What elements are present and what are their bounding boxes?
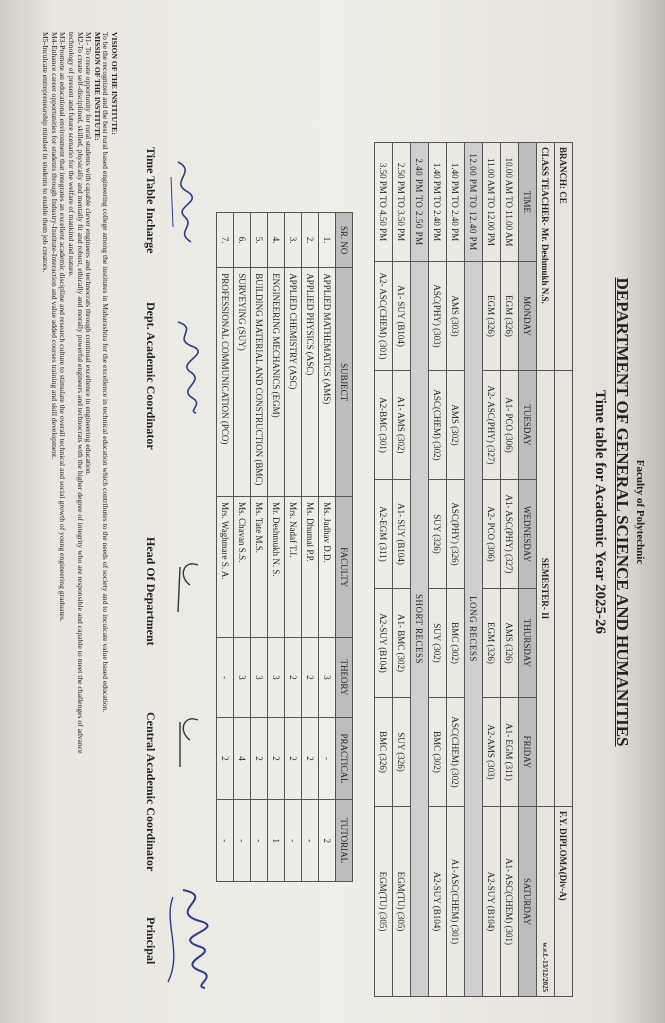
col-srno: SR. NO xyxy=(338,225,349,254)
slot-cell: A2-BMC (301) xyxy=(374,370,392,479)
subject-row xyxy=(284,212,301,881)
subject-name: APPLIED MATHEMATICS (AMS) xyxy=(318,267,335,496)
slot-cell: EGM (326) xyxy=(500,261,518,370)
sr-no: 3. xyxy=(284,212,301,267)
practical-count: 2 xyxy=(216,717,233,800)
subject-row xyxy=(318,212,335,881)
sr-no: 5. xyxy=(250,212,267,267)
theory-count: 3 xyxy=(250,637,267,716)
slot-cell: ASC(PHY) (326) xyxy=(446,479,464,588)
col-subject: SUBJECT xyxy=(338,362,349,401)
col-tutorial: TUTORIAL xyxy=(338,817,349,863)
subject-row xyxy=(267,212,284,881)
slot-cell: A2- ASC(CHEM) (301) xyxy=(374,261,392,370)
col-time: TIME xyxy=(522,190,532,213)
academic-coordinator-label: Dept. Academic Coordinator xyxy=(143,301,158,450)
col-thursday: THURSDAY xyxy=(522,618,532,667)
tutorial-count: 2 xyxy=(318,799,335,881)
slot-cell: A1- SUY (B104) xyxy=(392,261,410,370)
timetable-row xyxy=(392,142,410,996)
sr-no: 1. xyxy=(318,212,335,267)
slot-time: 2.50 PM TO 3.50 PM xyxy=(392,142,410,261)
col-faculty: FACULTY xyxy=(338,546,349,587)
faculty-name: Ms. Chavan S.S. xyxy=(233,496,250,637)
subject-name: BUILDING MATERIAL AND CONSTRUCTION (BMC) xyxy=(250,267,267,496)
slot-time: 12.00 PM TO 12.40 PM xyxy=(464,142,482,261)
timetable-header-row xyxy=(518,142,536,996)
sr-no: 4. xyxy=(267,212,284,267)
col-practical: PRACTICAL xyxy=(338,733,349,784)
subject-row xyxy=(301,212,318,881)
theory-count: 2 xyxy=(301,637,318,716)
time-table-incharge-label: Time Table Incharge xyxy=(143,146,158,253)
slot-time: 3.50 PM TO 4.50 PM xyxy=(374,142,392,261)
effective-date: w.e.f.-13/12/2025 xyxy=(536,806,554,996)
signature-scribble-hod xyxy=(168,557,208,617)
slot-cell: EGM (326) xyxy=(482,588,500,697)
tutorial-count: - xyxy=(284,799,301,881)
slot-cell: A2-AMS (303) xyxy=(482,697,500,806)
theory-count: - xyxy=(216,637,233,716)
signature-scribble-time-table xyxy=(163,157,203,247)
vision-text: To be the recognized and the best rural based engineering college among the institutes in Maharashtra for the excellence in technical education which contributes to the needs of society and to inculcate value based education. xyxy=(100,31,110,712)
subject-name: APPLIED PHYSICS (ASC) xyxy=(301,267,318,496)
slot-cell: A1- ASC(CHEM) (301) xyxy=(500,806,518,996)
short-recess-label: SHORT RECESS xyxy=(410,261,428,996)
subject-row xyxy=(250,212,267,881)
faculty-name: Ms. Tate M.S. xyxy=(250,496,267,637)
col-tuesday: TUESDAY xyxy=(522,403,532,446)
theory-count: 3 xyxy=(318,637,335,716)
timetable-row xyxy=(482,142,500,996)
col-wednesday: WEDNESDAY xyxy=(522,505,532,562)
timetable-row xyxy=(500,142,518,996)
short-recess-row xyxy=(410,142,428,996)
vision-mission-block xyxy=(40,32,117,1002)
mission-item: M2-To create self-disciplined, skilled, physically and mentally fit and robust, ethically and morally powerful engineers and technocrats with the higher degree of integrity who are responsible and capable to meet the challenges of advance xyxy=(75,31,85,753)
subject-name: APPLIED CHEMISTRY (ASC) xyxy=(284,267,301,496)
slot-cell: BMC (302) xyxy=(428,697,446,806)
slot-cell: A1- PCO (306) xyxy=(500,370,518,479)
sr-no: 2. xyxy=(301,212,318,267)
slot-cell: A1-ASC(CHEM) (301) xyxy=(446,806,464,996)
tutorial-count: 1 xyxy=(267,799,284,881)
slot-cell: A2- ASC(PHY) (327) xyxy=(482,370,500,479)
slot-cell: SUY (326) xyxy=(392,697,410,806)
department-title: DEPARTMENT OF GENERAL SCIENCE AND HUMANITIES xyxy=(612,276,632,747)
long-recess-label: LONG RECESS xyxy=(464,261,482,996)
faculty-name: Mr. Deshmukh N. S. xyxy=(267,496,284,637)
slot-cell: A2-SUY (B104) xyxy=(482,806,500,996)
practical-count: 2 xyxy=(284,717,301,800)
slot-cell: ASC(CHEM) (302) xyxy=(446,697,464,806)
slot-cell: EGM(TU) (305) xyxy=(392,806,410,996)
slot-cell: ASC(PHY) (303) xyxy=(428,261,446,370)
mission-item: M5-Inculcate entrepreneurship mindset in students to enable them job creators. xyxy=(40,31,50,272)
slot-cell: ASC(CHEM) (302) xyxy=(428,370,446,479)
slot-time: 10.00 AM TO 11.00 AM xyxy=(500,142,518,261)
slot-cell: A2-SUY (B104) xyxy=(374,588,392,697)
timetable-row xyxy=(374,142,392,996)
mission-item: M4-Enhance career opportunities for students through Industry-Institute-Interaction and value added courses training and skill development. xyxy=(49,31,59,459)
slot-cell: A2-EGM (311) xyxy=(374,479,392,588)
slot-cell: EGM(TU) (305) xyxy=(374,806,392,996)
faculty-name: Ms. Dhumal P.P. xyxy=(301,496,318,637)
faculty-title: Faculty of Polytechnic xyxy=(633,459,646,564)
practical-count: 4 xyxy=(233,717,250,800)
practical-count: 2 xyxy=(301,717,318,800)
slot-time: 1.40 PM TO 2.40 PM xyxy=(446,142,464,261)
sr-no: 7. xyxy=(216,212,233,267)
theory-count: 3 xyxy=(233,637,250,716)
faculty-name: Mrs. Nadaf T.I. xyxy=(284,496,301,637)
tutorial-count: - xyxy=(216,799,233,881)
slot-cell: A1- ASC(PHY) (327) xyxy=(500,479,518,588)
theory-count: 3 xyxy=(267,637,284,716)
faculty-name: Ms. Jadhav D.D. xyxy=(318,496,335,637)
timetable-sheet xyxy=(18,12,648,1012)
signature-scribble-central xyxy=(168,712,208,772)
subject-table xyxy=(216,212,353,882)
practical-count: 2 xyxy=(250,717,267,800)
semester-label: SEMESTER- II xyxy=(536,370,554,806)
vision-heading: VISION OF THE INSTITUTE: xyxy=(109,31,119,135)
col-friday: FRIDAY xyxy=(522,735,532,768)
central-academic-coordinator-label: Central Academic Coordinator xyxy=(143,711,158,871)
timetable-row xyxy=(446,142,464,996)
slot-cell: A2- PCO (306) xyxy=(482,479,500,588)
principal-label: Principal xyxy=(143,916,158,964)
subject-name: ENGINEERING MECHANICS (EGM) xyxy=(267,267,284,496)
timetable-row xyxy=(428,142,446,996)
branch-label: BRANCH: CE xyxy=(554,142,572,370)
practical-count: - xyxy=(318,717,335,800)
tutorial-count: - xyxy=(301,799,318,881)
mission-heading: MISSION OF THE INSTITUTE: xyxy=(92,31,102,141)
slot-cell: A1- EGM (311) xyxy=(500,697,518,806)
subject-row xyxy=(216,212,233,881)
col-saturday: SATURDAY xyxy=(522,877,532,925)
slot-time: 2.40 PM TO 2.50 PM xyxy=(410,142,428,261)
col-monday: MONDAY xyxy=(522,295,532,336)
slot-time: 1.40 PM TO 2.40 PM xyxy=(428,142,446,261)
subject-row xyxy=(233,212,250,881)
col-theory: THEORY xyxy=(338,659,349,696)
slot-cell: A1- BMC (302) xyxy=(392,588,410,697)
slot-cell: AMS (302) xyxy=(446,370,464,479)
slot-cell: EGM (326) xyxy=(482,261,500,370)
tutorial-count: - xyxy=(233,799,250,881)
slot-cell: AMS (326) xyxy=(500,588,518,697)
slot-cell: A2-SUY (B104) xyxy=(428,806,446,996)
slot-cell: SUY (302) xyxy=(428,588,446,697)
timetable-table xyxy=(374,142,573,997)
sr-no: 6. xyxy=(233,212,250,267)
timetable-title: Time table for Academic Year 2025-26 xyxy=(591,389,608,634)
signature-scribble-principal xyxy=(153,882,223,992)
head-of-department-label: Head Of Department xyxy=(143,536,158,646)
slot-cell: A1- SUY (B104) xyxy=(392,479,410,588)
mission-item: M1- To create opportunity for rural students with capable clever engineers and technocrats through continual excellence in engineering education. xyxy=(83,31,93,476)
slot-cell: A1- AMS (302) xyxy=(392,370,410,479)
mission-item: technology of present and future scenario for the welfare of mankind and nature. xyxy=(66,31,76,277)
mission-item: M3-Promote an educational environment that integrates an excellent academic discipline and research culture to stimulate the overall technical and social growth of young engineering graduates. xyxy=(57,31,67,622)
subject-name: SURVEYING (SUY) xyxy=(233,267,250,496)
theory-count: 2 xyxy=(284,637,301,716)
subject-name: PROFESSIONAL COMMUNICATION (PCO) xyxy=(216,267,233,496)
tutorial-count: - xyxy=(250,799,267,881)
practical-count: 2 xyxy=(267,717,284,800)
slot-cell: AMS (303) xyxy=(446,261,464,370)
slot-cell: BMC (302) xyxy=(446,588,464,697)
program-label: F.Y. DIPLOMA(Div-A) xyxy=(554,806,572,996)
class-teacher-label: CLASS TEACHER- Mr. Deshmukh N.S. xyxy=(536,142,554,370)
faculty-name: Mrs. Waghmare S. A. xyxy=(216,496,233,637)
subject-header-row xyxy=(335,212,352,881)
slot-time: 11.00 AM TO 12.00 PM xyxy=(482,142,500,261)
slot-cell: BMC (326) xyxy=(374,697,392,806)
long-recess-row xyxy=(464,142,482,996)
signature-scribble-academic xyxy=(163,317,208,417)
slot-cell: SUY (326) xyxy=(428,479,446,588)
